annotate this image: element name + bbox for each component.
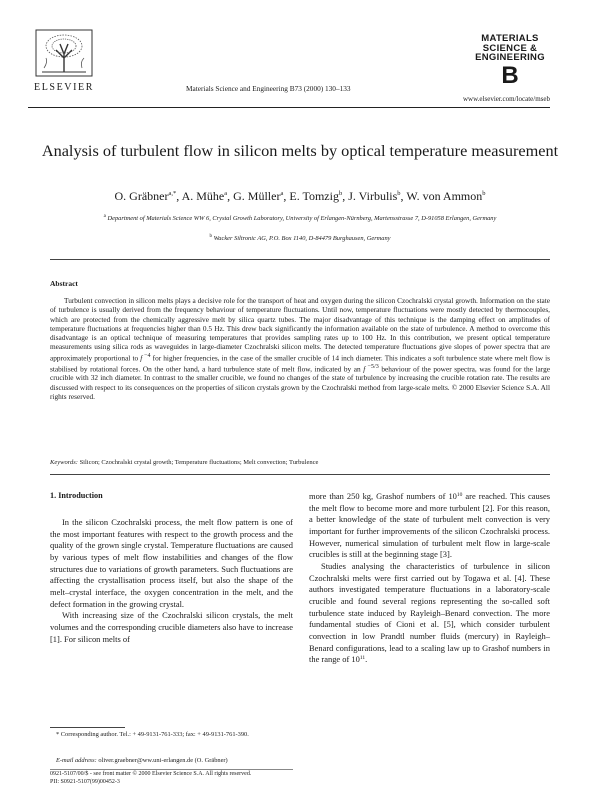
author-name: A. Mühe (181, 189, 225, 203)
paragraph-segment: . (365, 654, 368, 665)
journal-logo (470, 34, 550, 88)
abstract-heading: Abstract (50, 279, 78, 288)
paragraph-segment: Studies analysing the characteristics of turbulence in silicon Czochralski melts were first carried out by Togawa et al. [4]. These authors investigated temperature fluctuations in a laboratory-scale crucible and found several regions representing the so-called soft turbulence state induced by Rayleigh–Benard convection. The more fundamental studies of Cioni et al. [5], which consider turbulent convection in low Prandtl number fluids (mercury) in Rayleigh–Benard configurations, lead to a scaling law up to Grashof numbers in the range of 10 (309, 560, 550, 665)
affiliation (80, 232, 520, 243)
email-label: E-mail address: (56, 757, 97, 764)
abstract-top-divider (50, 259, 550, 260)
author-name: J. Virbulis (348, 189, 398, 203)
left-column (50, 491, 293, 645)
article-title: Analysis of turbulent flow in silicon melts by optical temperature measurement (41, 141, 559, 160)
keywords (50, 459, 550, 466)
header-divider (28, 107, 550, 108)
author-affiliation-mark: b (482, 190, 486, 197)
abstract-bottom-divider (50, 474, 550, 475)
author-affiliation-mark: a (280, 190, 284, 197)
exponent: −5/3 (365, 363, 379, 370)
copyright-imprint: 0921-5107/00/$ - see front matter © 2000 Elsevier Science S.A. All rights reserved. (50, 771, 252, 777)
affiliation (80, 212, 520, 223)
abstract-segment: for higher frequencies, in the case of the smaller crucible of 14 inch diameter. This indicates a soft turbulence state where melt flow is stabilised by rotational forces. On the other hand, a hard turbulence state of melt flow, indicated by an (50, 353, 550, 373)
journal-logo-line: MATERIALS (481, 33, 539, 44)
affiliation-text: Department of Materials Science WW 6, Crystal Growth Laboratory, University of Erlangen-Nürnberg, Martensstrasse 7, D-91058 Erlangen, Germany (107, 215, 497, 222)
abstract-segment: Turbulent convection in silicon melts plays a decisive role for the transport of heat and oxygen during the silicon Czochralski crystal growth. Information on the state of turbulence is usually derived from the frequency behaviour of temperature fluctuations. Until now, temperature fluctuations were mostly detected by thermocouples, which are protected from the chemically aggressive melt by silica quartz tubes. The major disadvantage of this technique is the damping effect on amplitudes of temperature fluctuations at frequencies higher than 0.5 Hz. This drew back significantly the information available on the state of turbulence. A method to overcome this disadvantage is an optical technique of measuring temperatures that provides sampling rates up to 100 Hz. In this contribution, we present optical temperature measurements using silica rods as waveguides in large-diameter Czochralski silicon melts. The detected temperature fluctuations give slopes of power spectra that are approximately proportional to (50, 296, 550, 363)
paragraph: In the silicon Czochralski process, the melt flow pattern is one of the most important features with respect to the growth process and the quality of the grown single crystal. Temperature fluctuations are caused by various types of melt flow instabilities and changes of the flow structures due to variations of growth parameters. Such fluctuations are affecting the crystallisation process itself, but also the shape of the melt–crystal interface, the oxygen concentration in the melt, and the defect formation in the growing crystal. (50, 517, 293, 609)
author-name: O. Gräbner (114, 189, 169, 203)
author-affiliation-mark: a (224, 190, 228, 197)
frequency-symbol: f (140, 353, 143, 363)
section-heading: 1. Introduction (50, 491, 103, 500)
paragraph (309, 491, 550, 561)
author-list: O. Gräbner$^{a,*}$, A. Mühe$^a$, G. Müller$^a$, E. Tomzig$^b$, J. Virbulis$^b$, W. von Ammon$^b$ (114, 189, 486, 203)
journal-logo-line: SCIENCE & (482, 42, 538, 54)
pii: PII: S0921-5107(99)00452-3 (50, 779, 120, 785)
author-name: E. Tomzig (289, 189, 339, 203)
affiliation-mark: b (209, 234, 212, 239)
paragraph-segment: more than 250 kg, Grashof numbers of 10 (309, 491, 457, 501)
keywords-list: Silicon; Czochralski crystal growth; Temperature fluctuations; Melt convection; Turbulence (79, 459, 319, 466)
frequency-symbol: f (363, 363, 366, 373)
paragraph (309, 561, 550, 666)
author-name: G. Müller (233, 189, 281, 203)
journal-reference: Materials Science and Engineering B73 (2000) 130–133 (186, 84, 351, 93)
paragraph: With increasing size of the Czochralski silicon crystals, the melt volumes and the corresponding crucible diameters also have to increase [1]. For silicon melts of (50, 610, 293, 644)
publisher-name: ELSEVIER (33, 82, 95, 93)
exponent: 10 (456, 492, 463, 498)
author-affiliation-mark: b (397, 190, 401, 197)
journal-logo-line: ENGINEERING (475, 52, 545, 63)
exponent: 11 (359, 655, 366, 662)
author-name: W. von Ammon (406, 189, 483, 203)
journal-logo-letter: B (501, 61, 519, 89)
author-affiliation-mark: a,* (168, 190, 177, 197)
keywords-label: Keywords: (50, 459, 78, 466)
abstract-text (50, 296, 550, 401)
affiliation-mark: a (103, 214, 106, 219)
paragraph-segment: are reached. This causes the melt flow to become more and more turbulent [2]. For this reason, a better knowledge of the state of turbulent melt convection is very important for further improvements of the silicon Czochralski process. However, numerical simulation of turbulent melt flow in large-scale crucibles is still at the beginning stage [3]. (309, 491, 550, 560)
elsevier-tree-icon (34, 28, 94, 78)
email-note (50, 757, 293, 765)
email-address[interactable]: oliver.graebner@ww.uni-erlangen.de (O. Gräbner) (96, 757, 228, 764)
imprint-divider (50, 769, 293, 770)
footnote-divider (50, 727, 125, 728)
exponent: −4 (142, 352, 151, 359)
author-affiliation-mark: b (338, 190, 343, 197)
abstract-segment: behaviour of the power spectra, was found for the large crucible with 32 inch diameter. In contrast to the smaller crucible, we found no changes of the state of turbulence by increasing the crucible rotation rate. The results are discussed with respect to its consequences on the properties of silicon crystals grown by the Czochralski method from large-scale melts. © 2000 Elsevier Science S.A. All rights reserved. (50, 363, 550, 401)
corresponding-author-note: * Corresponding author. Tel.: + 49-9131-761-333; fax: + 49-9131-761-390. (56, 731, 249, 738)
affiliation-text: Wacker Siltronic AG, P.O. Box 1140, D-84479 Burghausen, Germany (213, 235, 391, 242)
elsevier-logo (28, 28, 100, 100)
journal-url[interactable]: www.elsevier.com/locate/mseb (462, 95, 550, 103)
right-column (309, 491, 550, 666)
